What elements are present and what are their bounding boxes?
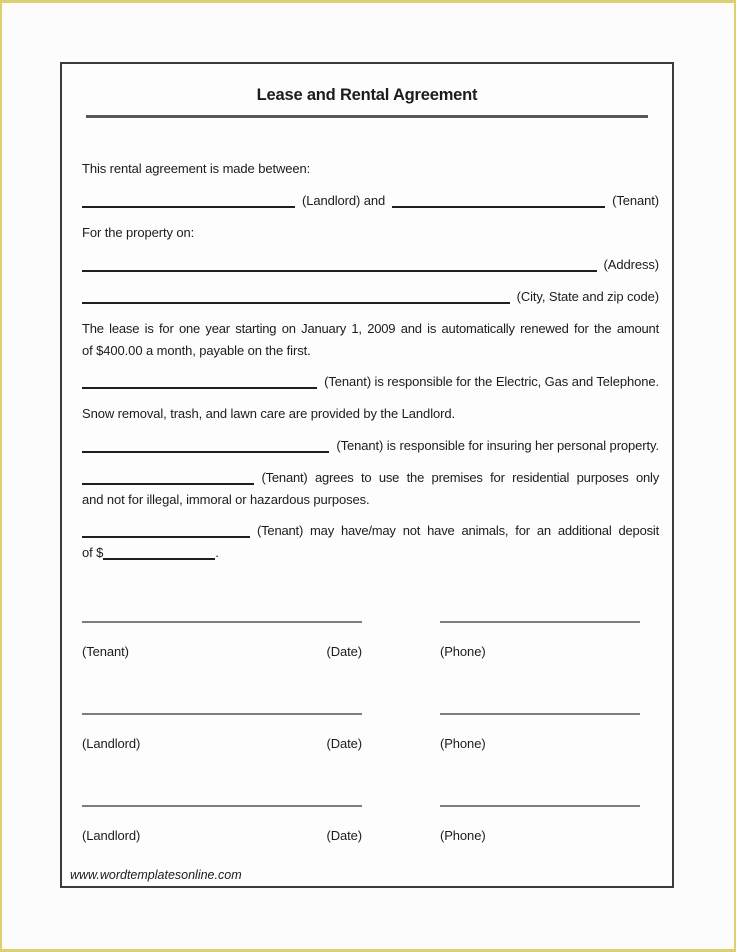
city-state-zip-blank[interactable] <box>82 302 510 304</box>
lease-terms-line1: The lease is for one year starting on January 1, 2009 and is automatically renewed for the amount <box>82 321 659 336</box>
signature-column <box>82 621 362 662</box>
signature-section <box>82 621 659 846</box>
document-body <box>62 158 672 846</box>
utilities-tenant-blank[interactable] <box>82 387 317 389</box>
tenant-signature-line[interactable] <box>82 621 362 623</box>
phone-column <box>440 805 640 846</box>
deposit-amount-blank[interactable] <box>103 550 215 560</box>
landlord-label: (Landlord) and <box>301 193 386 208</box>
landlord-name-blank[interactable] <box>82 206 295 208</box>
landlord-phone-line-2[interactable] <box>440 805 640 807</box>
utilities-clause: (Tenant) is responsible for the Electric, Gas and Telephone. <box>324 374 659 389</box>
city-state-zip-label: (City, State and zip code) <box>516 289 659 304</box>
parties-row <box>82 190 659 211</box>
signature-phone-label: (Phone) <box>440 644 486 659</box>
title-divider <box>86 115 648 118</box>
animals-clause-line2 <box>82 542 659 564</box>
footer-url: www.wordtemplatesonline.com <box>70 868 242 882</box>
insurance-tenant-blank[interactable] <box>82 451 329 453</box>
signature-column <box>82 805 362 846</box>
premises-clause-line1 <box>82 467 659 489</box>
tenant-phone-line[interactable] <box>440 621 640 623</box>
insurance-clause: (Tenant) is responsible for insuring her personal property. <box>336 438 659 453</box>
premises-clause-line2: and not for illegal, immoral or hazardous purposes. <box>82 492 370 507</box>
tenant-name-blank[interactable] <box>392 206 605 208</box>
property-line: For the property on: <box>82 225 195 240</box>
animals-clause-paragraph <box>82 520 659 564</box>
signature-phone-label: (Phone) <box>440 828 486 843</box>
landlord-signature-line[interactable] <box>82 713 362 715</box>
signature-column <box>82 713 362 754</box>
lease-document <box>60 62 674 888</box>
phone-column <box>440 621 640 662</box>
premises-clause-text: (Tenant) agrees to use the premises for residential purposes only <box>261 470 660 485</box>
signature-row-tenant <box>82 621 659 662</box>
signature-date-label: (Date) <box>326 828 362 843</box>
deposit-prefix: of $ <box>82 545 104 560</box>
signature-party-label: (Tenant) <box>82 644 129 659</box>
signature-party-label: (Landlord) <box>82 828 141 843</box>
animals-clause-line1 <box>82 520 659 542</box>
premises-tenant-blank[interactable] <box>82 475 254 485</box>
intro-line: This rental agreement is made between: <box>82 161 311 176</box>
signature-date-label: (Date) <box>326 736 362 751</box>
services-clause: Snow removal, trash, and lawn care are provided by the Landlord. <box>82 406 455 421</box>
landlord-signature-line-2[interactable] <box>82 805 362 807</box>
signature-row-landlord-2 <box>82 805 659 846</box>
document-title: Lease and Rental Agreement <box>256 86 478 104</box>
signature-phone-label: (Phone) <box>440 736 486 751</box>
address-blank[interactable] <box>82 270 597 272</box>
phone-column <box>440 713 640 754</box>
insurance-row <box>82 435 659 456</box>
lease-terms-line2: of $400.00 a month, payable on the first. <box>82 343 311 358</box>
animals-clause-text: (Tenant) may have/may not have animals, for an additional deposit <box>256 523 659 538</box>
tenant-label: (Tenant) <box>612 193 659 208</box>
lease-terms-paragraph <box>82 318 659 362</box>
address-row <box>82 254 659 275</box>
landlord-phone-line[interactable] <box>440 713 640 715</box>
signature-party-label: (Landlord) <box>82 736 141 751</box>
deposit-suffix: . <box>215 545 219 560</box>
signature-row-landlord-1 <box>82 713 659 754</box>
city-state-zip-row <box>82 286 659 307</box>
address-label: (Address) <box>603 257 659 272</box>
animals-tenant-blank[interactable] <box>82 528 250 538</box>
premises-clause-paragraph <box>82 467 659 511</box>
signature-date-label: (Date) <box>326 644 362 659</box>
utilities-row <box>82 371 659 392</box>
